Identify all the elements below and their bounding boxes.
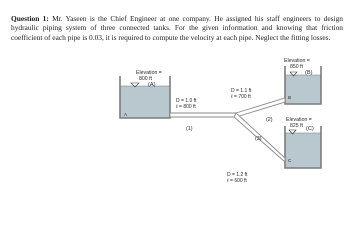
pipe-3 xyxy=(227,113,285,184)
pipe-2-tag: (2) xyxy=(266,117,273,123)
pipe-2-body xyxy=(236,98,285,117)
pipe-1 xyxy=(170,98,236,132)
pipe-3-diameter: D = 1.2 ft xyxy=(227,172,248,178)
pipe-3-length: ℓ = 600 ft xyxy=(227,178,247,184)
tank-a-elevation-value: 800 ft xyxy=(139,76,152,82)
pipe-1-body xyxy=(170,113,236,117)
tank-a-tag: (A) xyxy=(148,82,156,88)
question-label: Question 1: xyxy=(11,14,49,23)
pipe-1-length: ℓ = 800 ft xyxy=(176,104,196,110)
pipe-2-diameter: D = 1.1 ft xyxy=(231,88,252,94)
pipe-1-tag: (1) xyxy=(186,126,193,132)
tank-a-letter: A xyxy=(124,112,128,117)
question-text: Mr. Yaseen is the Chief Engineer at one company. He assigned his staff engineers to design hydraulic piping system of three connected tanks. For the given information and knowing that friction coefficient of each pipe is 0.03, it is required to compute the velocity at each pipe. Neglect the fitting losses. xyxy=(11,14,343,42)
pipe-2-length: ℓ = 700 ft xyxy=(231,94,251,100)
tank-c-tag: (C) xyxy=(306,126,314,132)
tank-a xyxy=(120,70,170,118)
pipe-1-diameter: D = 1.0 ft xyxy=(176,98,197,104)
tank-c-elevation-label: Elevation = xyxy=(286,117,312,123)
tank-c-letter: C xyxy=(288,158,292,163)
pipe-3-tag: (3) xyxy=(255,136,262,142)
tank-c xyxy=(285,117,321,168)
tank-c-elevation-value: 825 ft xyxy=(290,123,303,129)
tank-b xyxy=(284,58,321,104)
tank-b-letter: B xyxy=(288,95,292,100)
tank-a-water xyxy=(120,86,170,118)
tank-b-elevation-label: Elevation = xyxy=(284,58,310,64)
tank-b-tag: (B) xyxy=(305,70,313,76)
tank-a-elevation-label: Elevation = xyxy=(136,70,162,76)
tank-b-elevation-value: 850 ft xyxy=(290,64,303,70)
